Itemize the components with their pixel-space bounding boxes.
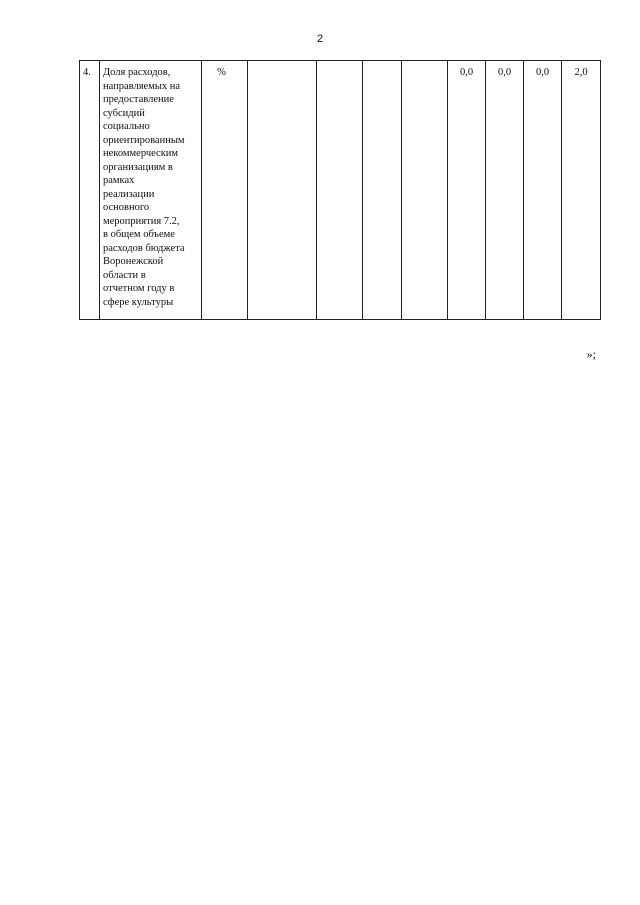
name-line: субсидий bbox=[103, 107, 145, 119]
name-line: организациям в bbox=[103, 161, 173, 173]
indicator-name bbox=[100, 61, 201, 309]
unit-cell bbox=[202, 61, 248, 320]
value: 0,0 bbox=[497, 67, 512, 78]
value-cell bbox=[524, 61, 562, 320]
page-number: 2 bbox=[316, 33, 324, 45]
name-line: Доля расходов, bbox=[103, 67, 171, 78]
unit-value: % bbox=[217, 67, 226, 78]
empty-cell bbox=[402, 61, 448, 320]
name-line: области в bbox=[103, 269, 146, 281]
name-line: основного bbox=[103, 202, 150, 213]
name-line: реализации bbox=[103, 188, 155, 200]
name-line: в общем объеме bbox=[103, 229, 175, 240]
value-cell bbox=[562, 61, 601, 320]
name-line: направляемых на bbox=[103, 80, 181, 92]
table-row bbox=[80, 61, 601, 320]
name-line: расходов бюджета bbox=[103, 242, 185, 254]
name-line: мероприятия 7.2, bbox=[103, 215, 180, 227]
name-line: отчетном году в bbox=[103, 283, 175, 294]
indicator-name-cell bbox=[100, 61, 202, 320]
row-number-cell bbox=[80, 61, 100, 320]
value-cell bbox=[486, 61, 524, 320]
empty-cell bbox=[317, 61, 363, 320]
indicator-table bbox=[79, 60, 601, 320]
name-line: рамках bbox=[103, 175, 135, 186]
empty-cell bbox=[363, 61, 402, 320]
closing-quote-mark: »; bbox=[586, 347, 596, 361]
value-cell bbox=[448, 61, 486, 320]
value: 2,0 bbox=[574, 67, 588, 78]
name-line: ориентированным bbox=[103, 134, 185, 146]
name-line: социально bbox=[103, 121, 150, 132]
name-line: сфере культуры bbox=[103, 296, 174, 308]
row-number: 4. bbox=[83, 67, 91, 78]
value: 0,0 bbox=[459, 67, 474, 78]
name-line: некоммерческим bbox=[103, 148, 179, 159]
name-line: Воронежской bbox=[103, 256, 164, 267]
value: 0,0 bbox=[535, 67, 550, 78]
empty-cell bbox=[248, 61, 317, 320]
name-line: предоставление bbox=[103, 94, 174, 105]
